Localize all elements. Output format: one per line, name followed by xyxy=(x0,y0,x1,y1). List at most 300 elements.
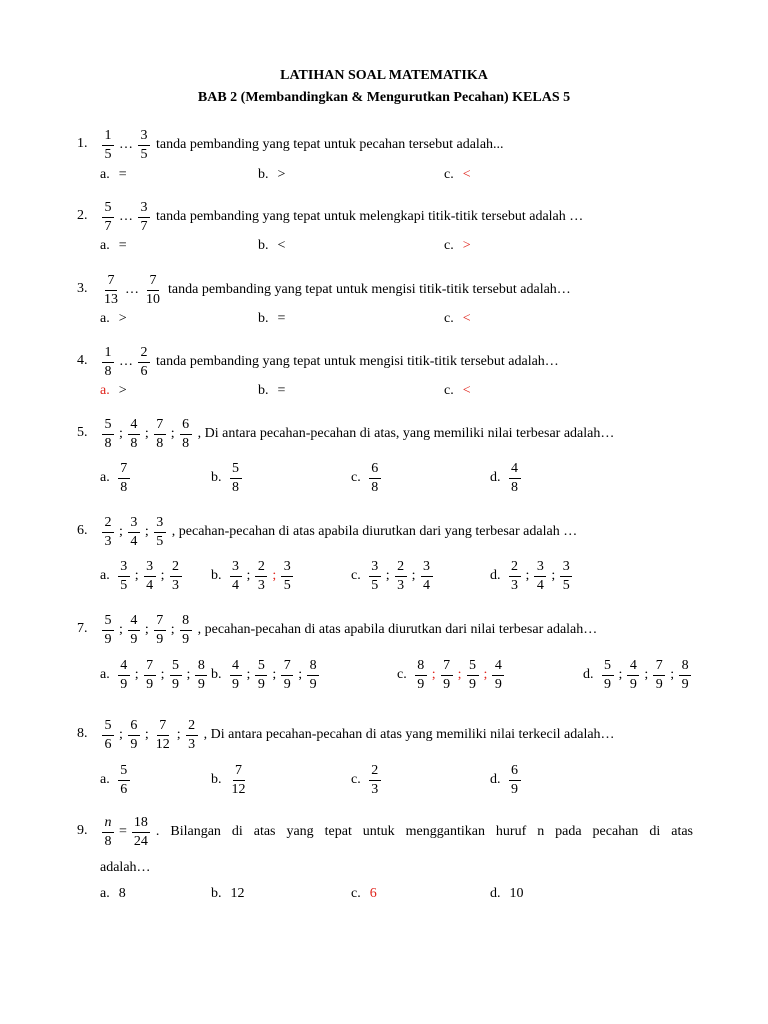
fraction xyxy=(509,462,521,495)
question-text: tanda pembanding yang tepat untuk melengkapi titik-titik tersebut adalah … xyxy=(156,209,584,224)
math-symbol: = xyxy=(277,383,286,398)
answer-option[interactable] xyxy=(583,657,693,693)
numerator: 8 xyxy=(307,659,319,676)
fraction xyxy=(369,560,381,593)
fraction xyxy=(170,560,182,593)
math-symbol: ; xyxy=(483,667,488,682)
math-symbol: ; xyxy=(385,568,390,583)
denominator: 4 xyxy=(130,533,138,549)
denominator: 9 xyxy=(130,736,138,752)
option-label: c. xyxy=(351,470,361,485)
question-text: , pecahan-pecahan di atas apabila diurutkan dari yang terbesar adalah … xyxy=(171,524,578,539)
numerator: 7 xyxy=(157,719,169,736)
fraction xyxy=(230,462,242,495)
fraction xyxy=(195,659,207,692)
math-symbol: ; xyxy=(144,727,149,742)
option-label: c. xyxy=(444,167,454,182)
numerator: 6 xyxy=(509,764,521,781)
numerator: 5 xyxy=(118,764,130,781)
numerator: 7 xyxy=(118,462,130,479)
answer-option[interactable] xyxy=(490,762,523,798)
math-symbol: 12 xyxy=(230,886,245,901)
math-symbol: ; xyxy=(119,426,123,441)
denominator: 7 xyxy=(140,218,148,234)
fraction xyxy=(230,764,248,797)
math-symbol: > xyxy=(462,238,471,253)
option-label: a. xyxy=(100,470,110,485)
math-symbol: = xyxy=(118,238,127,253)
fraction xyxy=(138,346,150,379)
question-text: tanda pembanding yang tepat untuk mengisi titik-titik tersebut adalah… xyxy=(156,354,559,369)
numerator: 7 xyxy=(441,659,453,676)
numerator: 3 xyxy=(118,560,130,577)
question-number: 6. xyxy=(77,523,88,538)
denominator: 5 xyxy=(156,533,164,549)
fraction xyxy=(102,274,120,307)
math-symbol: ; xyxy=(160,667,165,682)
denominator: 9 xyxy=(309,676,317,692)
math-symbol: ; xyxy=(298,667,303,682)
denominator: 5 xyxy=(562,577,570,593)
fraction xyxy=(653,659,665,692)
question-number: 1. xyxy=(77,136,88,151)
question-number: 7. xyxy=(77,621,88,636)
fraction xyxy=(369,462,381,495)
answer-option[interactable] xyxy=(258,237,288,255)
denominator: 12 xyxy=(155,736,170,752)
denominator: 9 xyxy=(120,676,128,692)
denominator: 6 xyxy=(104,736,112,752)
answer-option[interactable] xyxy=(100,460,132,496)
question-number: 3. xyxy=(77,281,88,296)
numerator: 4 xyxy=(627,659,639,676)
fraction xyxy=(534,560,546,593)
numerator: 2 xyxy=(138,346,150,363)
question-number: 8. xyxy=(77,726,88,741)
math-symbol: … xyxy=(119,354,133,369)
question-number: 2. xyxy=(77,208,88,223)
denominator: 8 xyxy=(120,479,128,495)
denominator: 10 xyxy=(146,291,160,307)
fraction xyxy=(679,659,691,692)
fraction xyxy=(441,659,453,692)
question-text: . Bilangan di atas yang tepat untuk menggantikan huruf n pada pecahan di atas xyxy=(155,824,693,839)
numerator: 5 xyxy=(602,659,614,676)
numerator: 2 xyxy=(170,560,182,577)
math-symbol: < xyxy=(462,167,471,182)
math-symbol: ; xyxy=(134,667,139,682)
fraction xyxy=(118,560,130,593)
fraction xyxy=(602,659,614,692)
numerator: 7 xyxy=(147,274,159,291)
option-label: d. xyxy=(490,886,501,901)
fraction xyxy=(154,719,172,752)
math-symbol: ; xyxy=(134,568,139,583)
numerator: 5 xyxy=(102,418,114,435)
fraction xyxy=(560,560,572,593)
math-symbol: = xyxy=(277,311,286,326)
numerator: 5 xyxy=(102,201,114,218)
answer-option[interactable] xyxy=(100,166,130,184)
math-symbol: ; xyxy=(246,667,251,682)
fraction xyxy=(395,560,407,593)
numerator: 18 xyxy=(132,816,150,833)
fraction xyxy=(369,764,381,797)
option-label: a. xyxy=(100,167,110,182)
denominator: 3 xyxy=(371,781,379,797)
math-symbol: < xyxy=(462,383,471,398)
numerator: 8 xyxy=(679,659,691,676)
option-label: b. xyxy=(258,238,269,253)
fraction xyxy=(421,560,433,593)
numerator: 3 xyxy=(230,560,242,577)
answer-option[interactable] xyxy=(444,166,474,184)
option-label: b. xyxy=(211,772,222,787)
fraction xyxy=(415,659,427,692)
option-label: b. xyxy=(211,568,222,583)
fraction xyxy=(138,129,150,162)
numerator: 7 xyxy=(105,274,117,291)
denominator: 9 xyxy=(511,781,518,797)
fraction xyxy=(118,462,130,495)
math-symbol: ; xyxy=(119,622,123,637)
denominator: 8 xyxy=(104,435,112,451)
numerator: 8 xyxy=(195,659,207,676)
fraction xyxy=(307,659,319,692)
numerator: 3 xyxy=(534,560,546,577)
answer-option[interactable] xyxy=(351,885,380,903)
denominator: 9 xyxy=(156,631,164,647)
answer-option[interactable] xyxy=(100,885,129,903)
denominator: 5 xyxy=(283,577,291,593)
fraction xyxy=(144,560,156,593)
denominator: 8 xyxy=(104,833,112,849)
fraction xyxy=(180,614,192,647)
answer-option[interactable] xyxy=(490,558,574,594)
math-symbol: ; xyxy=(170,426,175,441)
question-text: tanda pembanding yang tepat untuk mengisi titik-titik tersebut adalah… xyxy=(168,282,571,297)
question-text-continued: adalah… xyxy=(100,860,151,875)
numerator: 8 xyxy=(415,659,427,676)
fraction xyxy=(128,418,140,451)
numerator: n xyxy=(102,816,114,833)
numerator: 7 xyxy=(281,659,293,676)
fraction xyxy=(102,346,114,379)
fraction xyxy=(170,659,182,692)
fraction xyxy=(467,659,479,692)
denominator: 5 xyxy=(371,577,379,593)
fraction xyxy=(230,560,242,593)
answer-option[interactable] xyxy=(100,558,184,594)
option-label: b. xyxy=(211,886,222,901)
denominator: 8 xyxy=(182,435,190,451)
fraction xyxy=(509,764,521,797)
math-symbol: > xyxy=(118,311,127,326)
question-text: , pecahan-pecahan di atas apabila diurutkan dari nilai terbesar adalah… xyxy=(197,622,598,637)
denominator: 3 xyxy=(257,577,265,593)
numerator: 2 xyxy=(255,560,267,577)
math-symbol: ; xyxy=(670,667,675,682)
math-symbol: ; xyxy=(186,667,191,682)
option-label: c. xyxy=(351,772,361,787)
option-label: d. xyxy=(490,772,501,787)
fraction xyxy=(509,560,521,593)
denominator: 3 xyxy=(104,533,112,549)
denominator: 4 xyxy=(146,577,154,593)
denominator: 9 xyxy=(494,676,502,692)
option-label: c. xyxy=(444,311,454,326)
answer-option[interactable] xyxy=(100,310,130,328)
numerator: 6 xyxy=(128,719,140,736)
option-label: b. xyxy=(211,667,222,682)
fraction xyxy=(128,516,140,549)
fraction xyxy=(102,614,114,647)
numerator: 5 xyxy=(255,659,267,676)
math-symbol: ; xyxy=(431,667,436,682)
math-symbol: ; xyxy=(644,667,649,682)
math-symbol: ; xyxy=(525,568,530,583)
numerator: 2 xyxy=(509,560,521,577)
answer-option[interactable] xyxy=(100,657,209,693)
option-label: d. xyxy=(490,470,501,485)
answer-option[interactable] xyxy=(100,237,130,255)
denominator: 6 xyxy=(140,363,148,379)
denominator: 9 xyxy=(197,676,205,692)
answer-option[interactable] xyxy=(444,237,474,255)
math-symbol: ; xyxy=(618,667,623,682)
fraction xyxy=(128,614,140,647)
denominator: 5 xyxy=(120,577,128,593)
denominator: 8 xyxy=(156,435,164,451)
page-title: LATIHAN SOAL MATEMATIKA xyxy=(280,68,488,83)
answer-option[interactable] xyxy=(211,885,248,903)
answer-option[interactable] xyxy=(444,310,474,328)
denominator: 9 xyxy=(172,676,179,692)
fraction xyxy=(154,516,166,549)
numerator: 3 xyxy=(560,560,572,577)
answer-option[interactable] xyxy=(397,657,506,693)
denominator: 9 xyxy=(681,676,689,692)
denominator: 8 xyxy=(104,363,112,379)
math-symbol: ; xyxy=(119,727,123,742)
numerator: 5 xyxy=(170,659,182,676)
option-label: a. xyxy=(100,383,110,398)
denominator: 9 xyxy=(182,631,190,647)
math-symbol: … xyxy=(125,282,139,297)
denominator: 8 xyxy=(371,479,379,495)
math-symbol: ; xyxy=(272,568,277,583)
fraction xyxy=(132,816,150,849)
denominator: 4 xyxy=(232,577,239,593)
fraction xyxy=(102,516,114,549)
denominator: 8 xyxy=(130,435,138,451)
denominator: 8 xyxy=(511,479,518,495)
numerator: 8 xyxy=(180,614,192,631)
fraction xyxy=(281,659,293,692)
math-symbol: < xyxy=(462,311,471,326)
question-number: 4. xyxy=(77,353,88,368)
math-symbol: 8 xyxy=(118,886,126,901)
numerator: 6 xyxy=(369,462,381,479)
numerator: 3 xyxy=(369,560,381,577)
fraction xyxy=(627,659,639,692)
denominator: 9 xyxy=(629,676,637,692)
math-symbol: ; xyxy=(176,727,181,742)
numerator: 2 xyxy=(102,516,114,533)
numerator: 7 xyxy=(233,764,245,781)
question-text: , Di antara pecahan-pecahan di atas yang memiliki nilai terkecil adalah… xyxy=(203,727,615,742)
numerator: 5 xyxy=(230,462,242,479)
option-label: a. xyxy=(100,772,110,787)
denominator: 9 xyxy=(469,676,476,692)
math-symbol: … xyxy=(119,209,133,224)
math-symbol: ; xyxy=(144,426,149,441)
denominator: 9 xyxy=(655,676,663,692)
numerator: 5 xyxy=(102,614,114,631)
denominator: 24 xyxy=(133,833,148,849)
fraction xyxy=(255,560,267,593)
option-label: a. xyxy=(100,667,110,682)
answer-option[interactable] xyxy=(258,382,288,400)
answer-option[interactable] xyxy=(211,762,250,798)
option-label: a. xyxy=(100,311,110,326)
denominator: 7 xyxy=(104,218,112,234)
denominator: 3 xyxy=(188,736,196,752)
denominator: 9 xyxy=(443,676,451,692)
denominator: 8 xyxy=(232,479,239,495)
page-subtitle: BAB 2 (Membandingkan & Mengurutkan Pecahan) KELAS 5 xyxy=(197,90,571,105)
denominator: 3 xyxy=(397,577,405,593)
fraction xyxy=(102,719,114,752)
numerator: 3 xyxy=(138,129,150,146)
numerator: 7 xyxy=(144,659,156,676)
numerator: 5 xyxy=(102,719,114,736)
numerator: 5 xyxy=(467,659,479,676)
denominator: 9 xyxy=(130,631,138,647)
math-symbol: = xyxy=(118,167,127,182)
option-label: c. xyxy=(351,568,361,583)
numerator: 4 xyxy=(492,659,504,676)
math-symbol: > xyxy=(277,167,286,182)
fraction xyxy=(138,201,150,234)
option-label: c. xyxy=(444,238,454,253)
numerator: 3 xyxy=(138,201,150,218)
math-symbol: ; xyxy=(160,568,165,583)
math-symbol: ; xyxy=(170,622,175,637)
fraction xyxy=(180,418,192,451)
denominator: 9 xyxy=(104,631,112,647)
math-symbol: ; xyxy=(144,524,149,539)
answer-option[interactable] xyxy=(100,762,132,798)
answer-option[interactable] xyxy=(351,762,383,798)
question-text: , Di antara pecahan-pecahan di atas, yang memiliki nilai terbesar adalah… xyxy=(197,426,615,441)
fraction xyxy=(118,659,130,692)
fraction xyxy=(102,418,114,451)
numerator: 2 xyxy=(186,719,198,736)
option-label: b. xyxy=(258,167,269,182)
option-label: b. xyxy=(258,383,269,398)
denominator: 4 xyxy=(536,577,544,593)
answer-option[interactable] xyxy=(351,558,435,594)
denominator: 9 xyxy=(146,676,154,692)
question-number: 5. xyxy=(77,425,88,440)
numerator: 3 xyxy=(421,560,433,577)
option-label: d. xyxy=(490,568,501,583)
option-label: a. xyxy=(100,886,110,901)
numerator: 6 xyxy=(180,418,192,435)
denominator: 9 xyxy=(604,676,611,692)
option-label: c. xyxy=(397,667,407,682)
fraction xyxy=(102,129,114,162)
math-symbol: ; xyxy=(144,622,149,637)
numerator: 4 xyxy=(230,659,242,676)
answer-option[interactable] xyxy=(490,460,523,496)
numerator: 7 xyxy=(154,418,166,435)
math-symbol: ; xyxy=(457,667,462,682)
numerator: 7 xyxy=(154,614,166,631)
fraction xyxy=(492,659,504,692)
denominator: 3 xyxy=(172,577,179,593)
fraction xyxy=(230,659,242,692)
answer-option[interactable] xyxy=(258,310,288,328)
denominator: 12 xyxy=(231,781,246,797)
option-label: b. xyxy=(211,470,222,485)
fraction xyxy=(128,719,140,752)
denominator: 5 xyxy=(104,146,112,162)
numerator: 3 xyxy=(154,516,166,533)
math-symbol: < xyxy=(277,238,286,253)
math-symbol: > xyxy=(118,383,127,398)
numerator: 2 xyxy=(395,560,407,577)
fraction xyxy=(154,418,166,451)
numerator: 3 xyxy=(144,560,156,577)
math-symbol: ; xyxy=(246,568,251,583)
denominator: 9 xyxy=(257,676,265,692)
answer-option[interactable] xyxy=(444,382,474,400)
answer-option[interactable] xyxy=(100,382,130,400)
denominator: 3 xyxy=(511,577,518,593)
denominator: 9 xyxy=(417,676,425,692)
numerator: 2 xyxy=(369,764,381,781)
option-label: a. xyxy=(100,238,110,253)
answer-option[interactable] xyxy=(351,460,383,496)
numerator: 1 xyxy=(102,346,114,363)
answer-option[interactable] xyxy=(258,166,288,184)
denominator: 6 xyxy=(120,781,128,797)
answer-option[interactable] xyxy=(211,558,295,594)
fraction xyxy=(255,659,267,692)
denominator: 9 xyxy=(232,676,239,692)
denominator: 5 xyxy=(140,146,148,162)
answer-option[interactable] xyxy=(490,885,527,903)
math-symbol: = xyxy=(119,824,127,839)
fraction xyxy=(186,719,198,752)
option-label: c. xyxy=(351,886,361,901)
math-symbol: … xyxy=(119,137,133,152)
denominator: 4 xyxy=(423,577,430,593)
numerator: 4 xyxy=(118,659,130,676)
answer-option[interactable] xyxy=(211,460,244,496)
math-symbol: ; xyxy=(119,524,123,539)
numerator: 7 xyxy=(653,659,665,676)
numerator: 3 xyxy=(281,560,293,577)
option-label: c. xyxy=(444,383,454,398)
answer-option[interactable] xyxy=(211,657,321,693)
option-label: a. xyxy=(100,568,110,583)
numerator: 1 xyxy=(102,129,114,146)
math-symbol: 6 xyxy=(369,886,377,901)
math-symbol: ; xyxy=(551,568,556,583)
